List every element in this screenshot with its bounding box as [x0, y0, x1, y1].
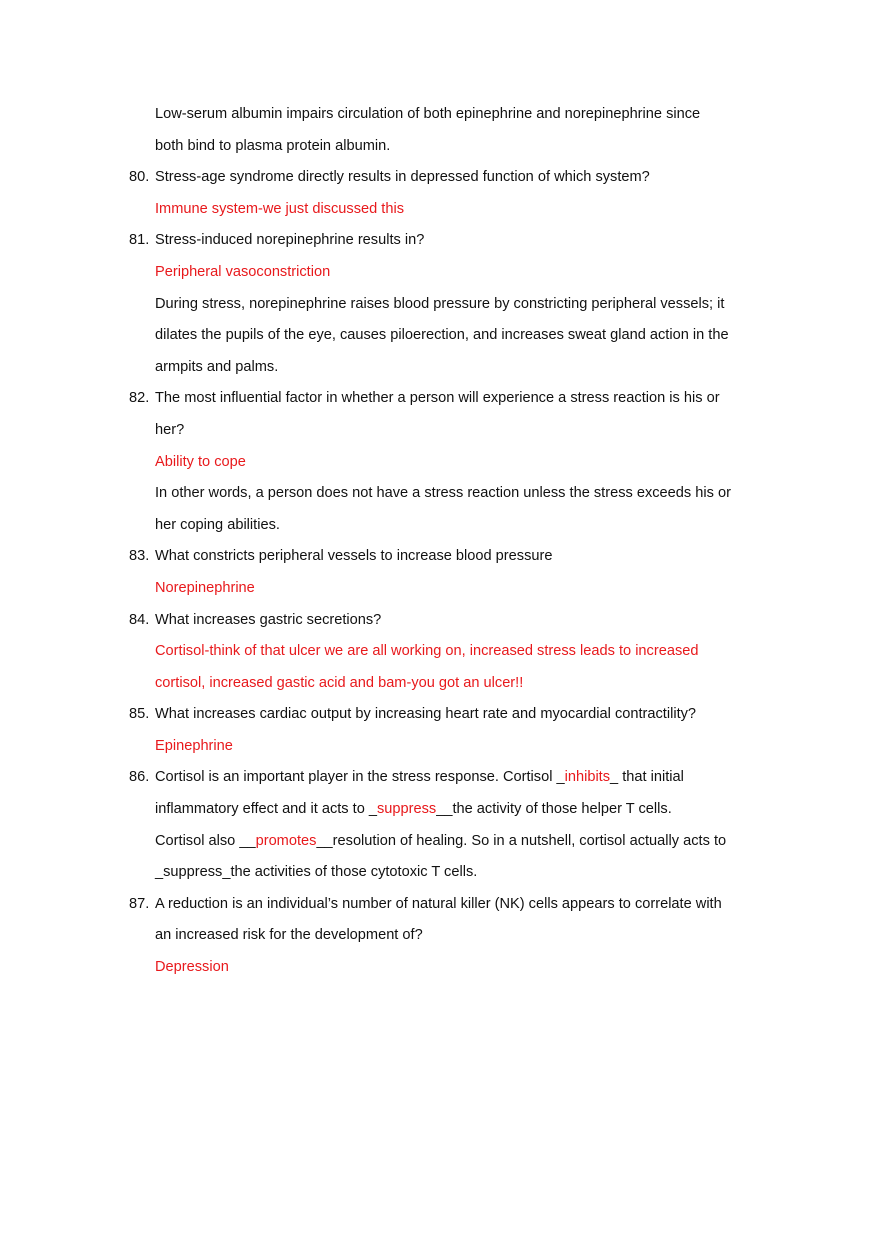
question-line	[0, 857, 880, 889]
answer-fill: promotes	[255, 832, 317, 849]
explanation-line: During stress, norepinephrine raises blood pressure by constricting peripheral vessels; it	[155, 295, 725, 312]
question-text: A reduction is an individual’s number of natural killer (NK) cells appears to correlate with	[155, 895, 722, 912]
answer-line: Ability to cope	[155, 453, 246, 470]
question-line	[0, 605, 880, 637]
answer-line: Peripheral vasoconstriction	[155, 263, 331, 280]
answer-line: Depression	[155, 959, 229, 976]
question-text: an increased risk for the development of?	[155, 927, 423, 944]
answer-line: cortisol, increased gastic acid and bam-you got an ulcer!!	[155, 674, 524, 691]
item-number: 85.	[129, 706, 150, 723]
intro-line: Low-serum albumin impairs circulation of both epinephrine and norepinephrine since	[155, 106, 701, 122]
answer-fill: inhibits	[564, 769, 611, 786]
question-text: inflammatory effect and it acts to _	[155, 801, 377, 818]
question-text: Cortisol also __	[155, 832, 256, 849]
explanation-line: In other words, a person does not have a stress reaction unless the stress exceeds his or	[155, 485, 731, 502]
question-text: The most influential factor in whether a person will experience a stress reaction is his or	[155, 390, 720, 407]
question-text: Cortisol is an important player in the stress response. Cortisol _	[155, 769, 565, 786]
question-line	[0, 541, 880, 573]
question-line	[0, 920, 880, 952]
explanation-line: armpits and palms.	[155, 358, 279, 375]
intro-line: both bind to plasma protein albumin.	[155, 137, 391, 154]
question-text: _ that initial	[610, 769, 684, 786]
question-text: __resolution of healing. So in a nutshell, cortisol actually acts to	[316, 832, 727, 849]
question-line	[0, 762, 880, 794]
question-text: _suppress_the activities of those cytotoxic T cells.	[155, 864, 478, 881]
item-number: 86.	[129, 769, 150, 786]
answer-line: Norepinephrine	[155, 579, 255, 596]
question-text: What increases cardiac output by increasing heart rate and myocardial contractility?	[155, 706, 697, 723]
explanation-line: her coping abilities.	[155, 516, 280, 533]
item-number: 80.	[129, 169, 150, 186]
answer-fill: suppress	[377, 801, 437, 818]
document-content	[0, 99, 880, 984]
question-text: Stress-induced norepinephrine results in?	[155, 232, 425, 249]
item-number: 87.	[129, 895, 150, 912]
question-line	[0, 162, 880, 194]
question-text: her?	[155, 421, 185, 438]
answer-line: Immune system-we just discussed this	[155, 200, 404, 217]
question-line	[0, 415, 880, 447]
question-text: What increases gastric secretions?	[155, 611, 382, 628]
item-number: 83.	[129, 548, 150, 565]
answer-line: Epinephrine	[155, 737, 233, 754]
question-text: What constricts peripheral vessels to increase blood pressure	[155, 548, 553, 565]
question-line	[0, 794, 880, 826]
question-line	[0, 225, 880, 257]
answer-line: Cortisol-think of that ulcer we are all working on, increased stress leads to increased	[155, 643, 699, 660]
question-line	[0, 383, 880, 415]
question-line	[0, 889, 880, 921]
question-line	[0, 699, 880, 731]
item-number: 81.	[129, 232, 150, 249]
question-text: __the activity of those helper T cells.	[436, 801, 672, 818]
question-text: Stress-age syndrome directly results in depressed function of which system?	[155, 169, 650, 186]
question-line	[0, 826, 880, 858]
item-number: 84.	[129, 611, 150, 628]
item-number: 82.	[129, 390, 150, 407]
explanation-line: dilates the pupils of the eye, causes piloerection, and increases sweat gland action in the	[155, 327, 729, 344]
